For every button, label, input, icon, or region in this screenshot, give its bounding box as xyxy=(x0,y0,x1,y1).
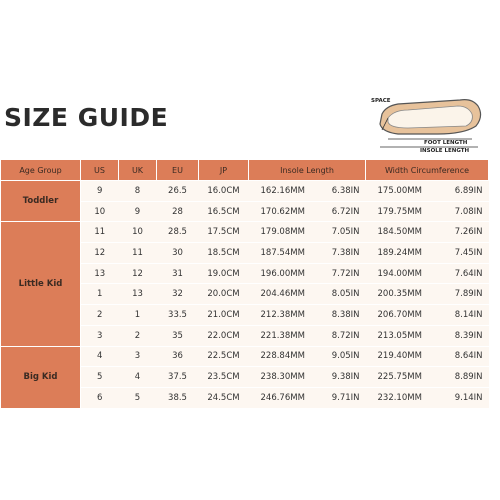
cell-eu: 31 xyxy=(157,263,199,284)
cell-insole-in: 9.71IN xyxy=(321,387,366,408)
cell-insole-in: 8.72IN xyxy=(321,325,366,346)
cell-us: 13 xyxy=(81,263,119,284)
table-row xyxy=(1,222,489,243)
age-group-cell: Toddler xyxy=(1,181,81,222)
cell-insole-mm: 196.00MM xyxy=(249,263,321,284)
cell-uk: 13 xyxy=(119,284,157,305)
cell-width-in: 9.14IN xyxy=(441,387,489,408)
cell-width-in: 8.39IN xyxy=(441,325,489,346)
space-label: SPACE xyxy=(371,98,391,104)
cell-insole-mm: 170.62MM xyxy=(249,201,321,222)
cell-insole-in: 7.72IN xyxy=(321,263,366,284)
cell-width-mm: 219.40MM xyxy=(366,346,441,367)
cell-insole-in: 7.05IN xyxy=(321,222,366,243)
header-us: US xyxy=(81,160,119,181)
cell-jp: 22.5CM xyxy=(199,346,249,367)
header-eu: EU xyxy=(157,160,199,181)
cell-uk: 12 xyxy=(119,263,157,284)
foot-measurement-diagram xyxy=(368,92,488,154)
cell-uk: 10 xyxy=(119,222,157,243)
age-group-cell: Little Kid xyxy=(1,222,81,346)
cell-insole-in: 8.38IN xyxy=(321,305,366,326)
cell-width-in: 7.89IN xyxy=(441,284,489,305)
cell-insole-in: 6.38IN xyxy=(321,181,366,202)
cell-eu: 37.5 xyxy=(157,367,199,388)
cell-eu: 36 xyxy=(157,346,199,367)
cell-width-mm: 189.24MM xyxy=(366,243,441,264)
table-header-row xyxy=(1,160,489,181)
header-uk: UK xyxy=(119,160,157,181)
cell-uk: 5 xyxy=(119,387,157,408)
cell-width-in: 8.64IN xyxy=(441,346,489,367)
cell-jp: 16.5CM xyxy=(199,201,249,222)
cell-us: 2 xyxy=(81,305,119,326)
cell-width-mm: 184.50MM xyxy=(366,222,441,243)
cell-uk: 9 xyxy=(119,201,157,222)
cell-width-mm: 200.35MM xyxy=(366,284,441,305)
cell-insole-mm: 238.30MM xyxy=(249,367,321,388)
cell-width-mm: 194.00MM xyxy=(366,263,441,284)
header-width-circumference: Width Circumference xyxy=(366,160,489,181)
header-age-group: Age Group xyxy=(1,160,81,181)
cell-jp: 17.5CM xyxy=(199,222,249,243)
cell-us: 3 xyxy=(81,325,119,346)
cell-insole-in: 8.05IN xyxy=(321,284,366,305)
cell-width-mm: 179.75MM xyxy=(366,201,441,222)
cell-insole-mm: 246.76MM xyxy=(249,387,321,408)
cell-eu: 30 xyxy=(157,243,199,264)
size-table-body xyxy=(1,181,489,409)
cell-width-in: 7.26IN xyxy=(441,222,489,243)
cell-width-in: 6.89IN xyxy=(441,181,489,202)
cell-insole-in: 6.72IN xyxy=(321,201,366,222)
cell-eu: 38.5 xyxy=(157,387,199,408)
cell-width-in: 7.45IN xyxy=(441,243,489,264)
cell-insole-mm: 162.16MM xyxy=(249,181,321,202)
cell-width-mm: 175.00MM xyxy=(366,181,441,202)
cell-insole-mm: 204.46MM xyxy=(249,284,321,305)
cell-jp: 16.0CM xyxy=(199,181,249,202)
cell-width-in: 8.14IN xyxy=(441,305,489,326)
cell-eu: 32 xyxy=(157,284,199,305)
cell-jp: 19.0CM xyxy=(199,263,249,284)
foot-length-label: FOOT LENGTH xyxy=(424,140,468,146)
cell-jp: 21.0CM xyxy=(199,305,249,326)
table-row xyxy=(1,181,489,202)
size-chart-table xyxy=(0,159,489,409)
insole-length-label: INSOLE LENGTH xyxy=(420,148,470,154)
cell-uk: 3 xyxy=(119,346,157,367)
cell-jp: 18.5CM xyxy=(199,243,249,264)
cell-us: 12 xyxy=(81,243,119,264)
cell-insole-mm: 179.08MM xyxy=(249,222,321,243)
cell-us: 11 xyxy=(81,222,119,243)
cell-insole-in: 9.05IN xyxy=(321,346,366,367)
cell-us: 9 xyxy=(81,181,119,202)
cell-insole-mm: 228.84MM xyxy=(249,346,321,367)
age-group-cell: Big Kid xyxy=(1,346,81,408)
cell-eu: 28 xyxy=(157,201,199,222)
cell-jp: 24.5CM xyxy=(199,387,249,408)
header-insole-length: Insole Length xyxy=(249,160,366,181)
cell-insole-in: 7.38IN xyxy=(321,243,366,264)
cell-width-mm: 213.05MM xyxy=(366,325,441,346)
cell-uk: 11 xyxy=(119,243,157,264)
table-row xyxy=(1,346,489,367)
cell-insole-in: 9.38IN xyxy=(321,367,366,388)
cell-us: 6 xyxy=(81,387,119,408)
cell-us: 5 xyxy=(81,367,119,388)
cell-width-mm: 206.70MM xyxy=(366,305,441,326)
cell-us: 4 xyxy=(81,346,119,367)
page-title: SIZE GUIDE xyxy=(4,103,169,132)
cell-uk: 8 xyxy=(119,181,157,202)
cell-eu: 33.5 xyxy=(157,305,199,326)
cell-insole-mm: 221.38MM xyxy=(249,325,321,346)
cell-width-in: 7.64IN xyxy=(441,263,489,284)
cell-jp: 20.0CM xyxy=(199,284,249,305)
cell-width-mm: 225.75MM xyxy=(366,367,441,388)
cell-eu: 28.5 xyxy=(157,222,199,243)
cell-uk: 4 xyxy=(119,367,157,388)
cell-uk: 2 xyxy=(119,325,157,346)
cell-jp: 22.0CM xyxy=(199,325,249,346)
cell-width-mm: 232.10MM xyxy=(366,387,441,408)
cell-uk: 1 xyxy=(119,305,157,326)
cell-us: 10 xyxy=(81,201,119,222)
cell-jp: 23.5CM xyxy=(199,367,249,388)
cell-insole-mm: 187.54MM xyxy=(249,243,321,264)
cell-eu: 26.5 xyxy=(157,181,199,202)
cell-width-in: 8.89IN xyxy=(441,367,489,388)
cell-width-in: 7.08IN xyxy=(441,201,489,222)
header-jp: JP xyxy=(199,160,249,181)
cell-insole-mm: 212.38MM xyxy=(249,305,321,326)
cell-us: 1 xyxy=(81,284,119,305)
cell-eu: 35 xyxy=(157,325,199,346)
